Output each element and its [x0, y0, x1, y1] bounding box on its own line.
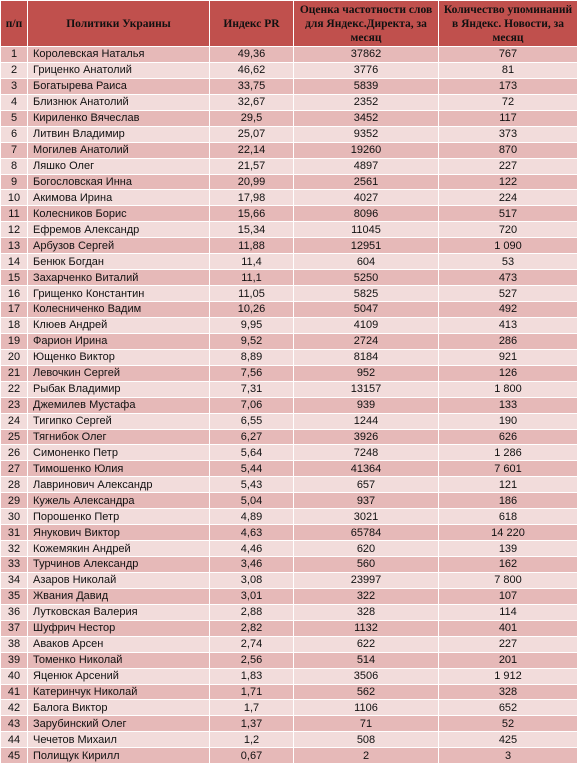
direct-frequency-cell: 5250	[294, 270, 439, 286]
direct-frequency-cell: 9352	[294, 126, 439, 142]
table-row	[1, 636, 577, 652]
politician-name-cell: Лутковская Валерия	[28, 604, 210, 620]
news-mentions-cell: 492	[439, 302, 577, 318]
direct-frequency-cell: 13157	[294, 381, 439, 397]
row-number-cell: 21	[1, 365, 28, 381]
direct-frequency-cell: 4027	[294, 190, 439, 206]
news-mentions-cell: 720	[439, 222, 577, 238]
table-row	[1, 142, 577, 158]
direct-frequency-cell: 2	[294, 748, 439, 764]
politician-name-cell: Тигипко Сергей	[28, 413, 210, 429]
direct-frequency-cell: 11045	[294, 222, 439, 238]
row-number-cell: 31	[1, 525, 28, 541]
direct-frequency-cell: 604	[294, 254, 439, 270]
politician-name-cell: Колесниченко Вадим	[28, 302, 210, 318]
pr-index-cell: 8,89	[210, 349, 294, 365]
row-number-cell: 33	[1, 557, 28, 573]
news-mentions-cell: 52	[439, 716, 577, 732]
direct-frequency-cell: 952	[294, 365, 439, 381]
direct-frequency-cell: 5825	[294, 286, 439, 302]
politician-name-cell: Лавринович Александр	[28, 477, 210, 493]
table-row	[1, 110, 577, 126]
row-number-cell: 25	[1, 429, 28, 445]
pr-index-cell: 4,63	[210, 525, 294, 541]
table-row	[1, 652, 577, 668]
news-mentions-cell: 114	[439, 604, 577, 620]
politician-name-cell: Богатырева Раиса	[28, 78, 210, 94]
politician-name-cell: Шуфрич Нестор	[28, 620, 210, 636]
politician-name-cell: Рыбак Владимир	[28, 381, 210, 397]
pr-index-cell: 29,5	[210, 110, 294, 126]
direct-frequency-cell: 5047	[294, 302, 439, 318]
politician-name-cell: Чечетов Михаил	[28, 732, 210, 748]
politician-name-cell: Зарубинский Олег	[28, 716, 210, 732]
news-mentions-cell: 117	[439, 110, 577, 126]
politician-name-cell: Полищук Кирилл	[28, 748, 210, 764]
table-row	[1, 94, 577, 110]
pr-index-cell: 22,14	[210, 142, 294, 158]
row-number-cell: 23	[1, 397, 28, 413]
direct-frequency-cell: 1244	[294, 413, 439, 429]
news-mentions-cell: 126	[439, 365, 577, 381]
news-mentions-cell: 7 601	[439, 461, 577, 477]
pr-index-cell: 4,89	[210, 509, 294, 525]
row-number-cell: 38	[1, 636, 28, 652]
table-row	[1, 477, 577, 493]
row-number-cell: 41	[1, 684, 28, 700]
row-number-cell: 2	[1, 62, 28, 78]
direct-frequency-cell: 8184	[294, 349, 439, 365]
row-number-cell: 9	[1, 174, 28, 190]
table-row	[1, 206, 577, 222]
politician-name-cell: Порошенко Петр	[28, 509, 210, 525]
news-mentions-cell: 3	[439, 748, 577, 764]
table-row	[1, 748, 577, 764]
pr-index-cell: 9,95	[210, 317, 294, 333]
row-number-cell: 19	[1, 333, 28, 349]
row-number-cell: 12	[1, 222, 28, 238]
table-row	[1, 190, 577, 206]
politician-name-cell: Ляшко Олег	[28, 158, 210, 174]
row-number-cell: 45	[1, 748, 28, 764]
direct-frequency-cell: 71	[294, 716, 439, 732]
news-mentions-cell: 133	[439, 397, 577, 413]
pr-index-cell: 2,74	[210, 636, 294, 652]
row-number-cell: 1	[1, 47, 28, 63]
table-row	[1, 317, 577, 333]
politician-name-cell: Яценюк Арсений	[28, 668, 210, 684]
table-row	[1, 365, 577, 381]
pr-index-cell: 1,7	[210, 700, 294, 716]
table-row	[1, 174, 577, 190]
table-row	[1, 684, 577, 700]
news-mentions-cell: 121	[439, 477, 577, 493]
row-number-cell: 17	[1, 302, 28, 318]
direct-frequency-cell: 65784	[294, 525, 439, 541]
news-mentions-cell: 190	[439, 413, 577, 429]
news-mentions-cell: 139	[439, 541, 577, 557]
news-mentions-cell: 870	[439, 142, 577, 158]
politician-name-cell: Бенюк Богдан	[28, 254, 210, 270]
news-mentions-cell: 107	[439, 588, 577, 604]
politician-name-cell: Томенко Николай	[28, 652, 210, 668]
news-mentions-cell: 173	[439, 78, 577, 94]
politician-name-cell: Катеринчук Николай	[28, 684, 210, 700]
politician-name-cell: Кужель Александра	[28, 493, 210, 509]
pr-index-cell: 1,37	[210, 716, 294, 732]
row-number-cell: 13	[1, 238, 28, 254]
pr-index-cell: 9,52	[210, 333, 294, 349]
table-row	[1, 429, 577, 445]
direct-frequency-cell: 562	[294, 684, 439, 700]
pr-index-cell: 20,99	[210, 174, 294, 190]
col-header-direct: Оценка частотности слов для Яндекс.Директа, за месяц	[294, 1, 439, 47]
news-mentions-cell: 652	[439, 700, 577, 716]
col-header-name: Политики Украины	[28, 1, 210, 47]
table-row	[1, 493, 577, 509]
col-header-num: п/п	[1, 1, 28, 47]
pr-index-cell: 10,26	[210, 302, 294, 318]
pr-index-cell: 3,08	[210, 572, 294, 588]
politician-name-cell: Тягнибок Олег	[28, 429, 210, 445]
news-mentions-cell: 921	[439, 349, 577, 365]
row-number-cell: 7	[1, 142, 28, 158]
news-mentions-cell: 227	[439, 158, 577, 174]
news-mentions-cell: 14 220	[439, 525, 577, 541]
pr-index-cell: 0,67	[210, 748, 294, 764]
row-number-cell: 18	[1, 317, 28, 333]
politician-name-cell: Ющенко Виктор	[28, 349, 210, 365]
news-mentions-cell: 81	[439, 62, 577, 78]
table-row	[1, 445, 577, 461]
table-row	[1, 509, 577, 525]
pr-index-cell: 6,55	[210, 413, 294, 429]
politician-name-cell: Могилев Анатолий	[28, 142, 210, 158]
news-mentions-cell: 626	[439, 429, 577, 445]
politician-name-cell: Литвин Владимир	[28, 126, 210, 142]
direct-frequency-cell: 8096	[294, 206, 439, 222]
direct-frequency-cell: 5839	[294, 78, 439, 94]
direct-frequency-cell: 12951	[294, 238, 439, 254]
direct-frequency-cell: 3926	[294, 429, 439, 445]
row-number-cell: 26	[1, 445, 28, 461]
row-number-cell: 40	[1, 668, 28, 684]
table-row	[1, 668, 577, 684]
politician-name-cell: Колесников Борис	[28, 206, 210, 222]
politician-name-cell: Джемилев Мустафа	[28, 397, 210, 413]
news-mentions-cell: 201	[439, 652, 577, 668]
news-mentions-cell: 122	[439, 174, 577, 190]
politician-name-cell: Турчинов Александр	[28, 557, 210, 573]
row-number-cell: 16	[1, 286, 28, 302]
table-row	[1, 572, 577, 588]
pr-index-cell: 2,82	[210, 620, 294, 636]
direct-frequency-cell: 620	[294, 541, 439, 557]
pr-index-cell: 5,64	[210, 445, 294, 461]
pr-index-cell: 4,46	[210, 541, 294, 557]
pr-index-cell: 17,98	[210, 190, 294, 206]
table-row	[1, 381, 577, 397]
table-row	[1, 349, 577, 365]
news-mentions-cell: 7 800	[439, 572, 577, 588]
news-mentions-cell: 767	[439, 47, 577, 63]
row-number-cell: 30	[1, 509, 28, 525]
politician-name-cell: Фарион Ирина	[28, 333, 210, 349]
direct-frequency-cell: 622	[294, 636, 439, 652]
table-row	[1, 254, 577, 270]
politician-name-cell: Янукович Виктор	[28, 525, 210, 541]
pr-index-cell: 5,04	[210, 493, 294, 509]
col-header-pr: Индекс PR	[210, 1, 294, 47]
direct-frequency-cell: 19260	[294, 142, 439, 158]
politician-name-cell: Ефремов Александр	[28, 222, 210, 238]
direct-frequency-cell: 322	[294, 588, 439, 604]
row-number-cell: 35	[1, 588, 28, 604]
news-mentions-cell: 1 286	[439, 445, 577, 461]
direct-frequency-cell: 2724	[294, 333, 439, 349]
news-mentions-cell: 186	[439, 493, 577, 509]
pr-index-cell: 11,88	[210, 238, 294, 254]
news-mentions-cell: 425	[439, 732, 577, 748]
pr-index-cell: 15,66	[210, 206, 294, 222]
pr-index-cell: 5,43	[210, 477, 294, 493]
table-row	[1, 557, 577, 573]
politician-name-cell: Симоненко Петр	[28, 445, 210, 461]
direct-frequency-cell: 2352	[294, 94, 439, 110]
news-mentions-cell: 401	[439, 620, 577, 636]
politician-name-cell: Левочкин Сергей	[28, 365, 210, 381]
table-row	[1, 397, 577, 413]
politician-name-cell: Азаров Николай	[28, 572, 210, 588]
row-number-cell: 29	[1, 493, 28, 509]
news-mentions-cell: 527	[439, 286, 577, 302]
table-row	[1, 525, 577, 541]
row-number-cell: 28	[1, 477, 28, 493]
table-row	[1, 270, 577, 286]
table-row	[1, 588, 577, 604]
pr-index-cell: 7,56	[210, 365, 294, 381]
table-row	[1, 700, 577, 716]
direct-frequency-cell: 3506	[294, 668, 439, 684]
table-row	[1, 333, 577, 349]
politician-name-cell: Близнюк Анатолий	[28, 94, 210, 110]
direct-frequency-cell: 3452	[294, 110, 439, 126]
row-number-cell: 42	[1, 700, 28, 716]
direct-frequency-cell: 2561	[294, 174, 439, 190]
direct-frequency-cell: 1132	[294, 620, 439, 636]
news-mentions-cell: 72	[439, 94, 577, 110]
table-row	[1, 732, 577, 748]
table-row	[1, 716, 577, 732]
politician-name-cell: Богословская Инна	[28, 174, 210, 190]
direct-frequency-cell: 657	[294, 477, 439, 493]
row-number-cell: 6	[1, 126, 28, 142]
pr-index-cell: 15,34	[210, 222, 294, 238]
row-number-cell: 11	[1, 206, 28, 222]
pr-index-cell: 2,56	[210, 652, 294, 668]
news-mentions-cell: 1 912	[439, 668, 577, 684]
row-number-cell: 14	[1, 254, 28, 270]
news-mentions-cell: 162	[439, 557, 577, 573]
pr-index-cell: 21,57	[210, 158, 294, 174]
table-row	[1, 286, 577, 302]
pr-index-cell: 2,88	[210, 604, 294, 620]
pr-index-cell: 11,05	[210, 286, 294, 302]
col-header-news: Количество упоминаний в Яндекс. Новости, за месяц	[439, 1, 577, 47]
pr-index-cell: 46,62	[210, 62, 294, 78]
pr-index-cell: 11,4	[210, 254, 294, 270]
direct-frequency-cell: 328	[294, 604, 439, 620]
table-row	[1, 413, 577, 429]
pr-index-cell: 32,67	[210, 94, 294, 110]
politician-name-cell: Аваков Арсен	[28, 636, 210, 652]
table-row	[1, 541, 577, 557]
politician-name-cell: Кириленко Вячеслав	[28, 110, 210, 126]
row-number-cell: 32	[1, 541, 28, 557]
table-row	[1, 78, 577, 94]
table-row	[1, 47, 577, 63]
table-row	[1, 620, 577, 636]
pr-index-cell: 1,71	[210, 684, 294, 700]
table-row	[1, 604, 577, 620]
direct-frequency-cell: 514	[294, 652, 439, 668]
news-mentions-cell: 328	[439, 684, 577, 700]
row-number-cell: 37	[1, 620, 28, 636]
row-number-cell: 10	[1, 190, 28, 206]
table-row	[1, 62, 577, 78]
direct-frequency-cell: 3776	[294, 62, 439, 78]
direct-frequency-cell: 4897	[294, 158, 439, 174]
pr-index-cell: 3,46	[210, 557, 294, 573]
pr-index-cell: 1,83	[210, 668, 294, 684]
politician-name-cell: Балога Виктор	[28, 700, 210, 716]
direct-frequency-cell: 7248	[294, 445, 439, 461]
row-number-cell: 3	[1, 78, 28, 94]
direct-frequency-cell: 37862	[294, 47, 439, 63]
direct-frequency-cell: 23997	[294, 572, 439, 588]
politician-name-cell: Жвания Давид	[28, 588, 210, 604]
row-number-cell: 22	[1, 381, 28, 397]
direct-frequency-cell: 939	[294, 397, 439, 413]
direct-frequency-cell: 937	[294, 493, 439, 509]
politician-name-cell: Королевская Наталья	[28, 47, 210, 63]
politician-name-cell: Кожемякин Андрей	[28, 541, 210, 557]
pr-index-cell: 11,1	[210, 270, 294, 286]
pr-index-cell: 49,36	[210, 47, 294, 63]
row-number-cell: 20	[1, 349, 28, 365]
direct-frequency-cell: 560	[294, 557, 439, 573]
pr-index-cell: 7,31	[210, 381, 294, 397]
news-mentions-cell: 224	[439, 190, 577, 206]
table-row	[1, 158, 577, 174]
row-number-cell: 43	[1, 716, 28, 732]
row-number-cell: 27	[1, 461, 28, 477]
pr-index-cell: 25,07	[210, 126, 294, 142]
pr-index-cell: 6,27	[210, 429, 294, 445]
news-mentions-cell: 373	[439, 126, 577, 142]
news-mentions-cell: 1 800	[439, 381, 577, 397]
direct-frequency-cell: 41364	[294, 461, 439, 477]
politician-name-cell: Клюев Андрей	[28, 317, 210, 333]
direct-frequency-cell: 4109	[294, 317, 439, 333]
news-mentions-cell: 618	[439, 509, 577, 525]
pr-index-cell: 1,2	[210, 732, 294, 748]
direct-frequency-cell: 508	[294, 732, 439, 748]
table-row	[1, 302, 577, 318]
header-row	[1, 1, 577, 47]
politician-name-cell: Гриценко Анатолий	[28, 62, 210, 78]
direct-frequency-cell: 3021	[294, 509, 439, 525]
news-mentions-cell: 413	[439, 317, 577, 333]
news-mentions-cell: 227	[439, 636, 577, 652]
row-number-cell: 36	[1, 604, 28, 620]
pr-index-cell: 7,06	[210, 397, 294, 413]
row-number-cell: 4	[1, 94, 28, 110]
news-mentions-cell: 286	[439, 333, 577, 349]
pr-index-cell: 33,75	[210, 78, 294, 94]
table-row	[1, 126, 577, 142]
row-number-cell: 15	[1, 270, 28, 286]
table-row	[1, 238, 577, 254]
row-number-cell: 8	[1, 158, 28, 174]
row-number-cell: 5	[1, 110, 28, 126]
row-number-cell: 44	[1, 732, 28, 748]
row-number-cell: 24	[1, 413, 28, 429]
pr-index-cell: 3,01	[210, 588, 294, 604]
news-mentions-cell: 53	[439, 254, 577, 270]
table-body	[1, 47, 577, 764]
politician-name-cell: Грищенко Константин	[28, 286, 210, 302]
row-number-cell: 34	[1, 572, 28, 588]
politician-name-cell: Арбузов Сергей	[28, 238, 210, 254]
table-row	[1, 222, 577, 238]
politician-name-cell: Тимошенко Юлия	[28, 461, 210, 477]
politician-name-cell: Акимова Ирина	[28, 190, 210, 206]
row-number-cell: 39	[1, 652, 28, 668]
direct-frequency-cell: 1106	[294, 700, 439, 716]
pr-index-cell: 5,44	[210, 461, 294, 477]
news-mentions-cell: 517	[439, 206, 577, 222]
news-mentions-cell: 1 090	[439, 238, 577, 254]
news-mentions-cell: 473	[439, 270, 577, 286]
table-row	[1, 461, 577, 477]
politician-name-cell: Захарченко Виталий	[28, 270, 210, 286]
